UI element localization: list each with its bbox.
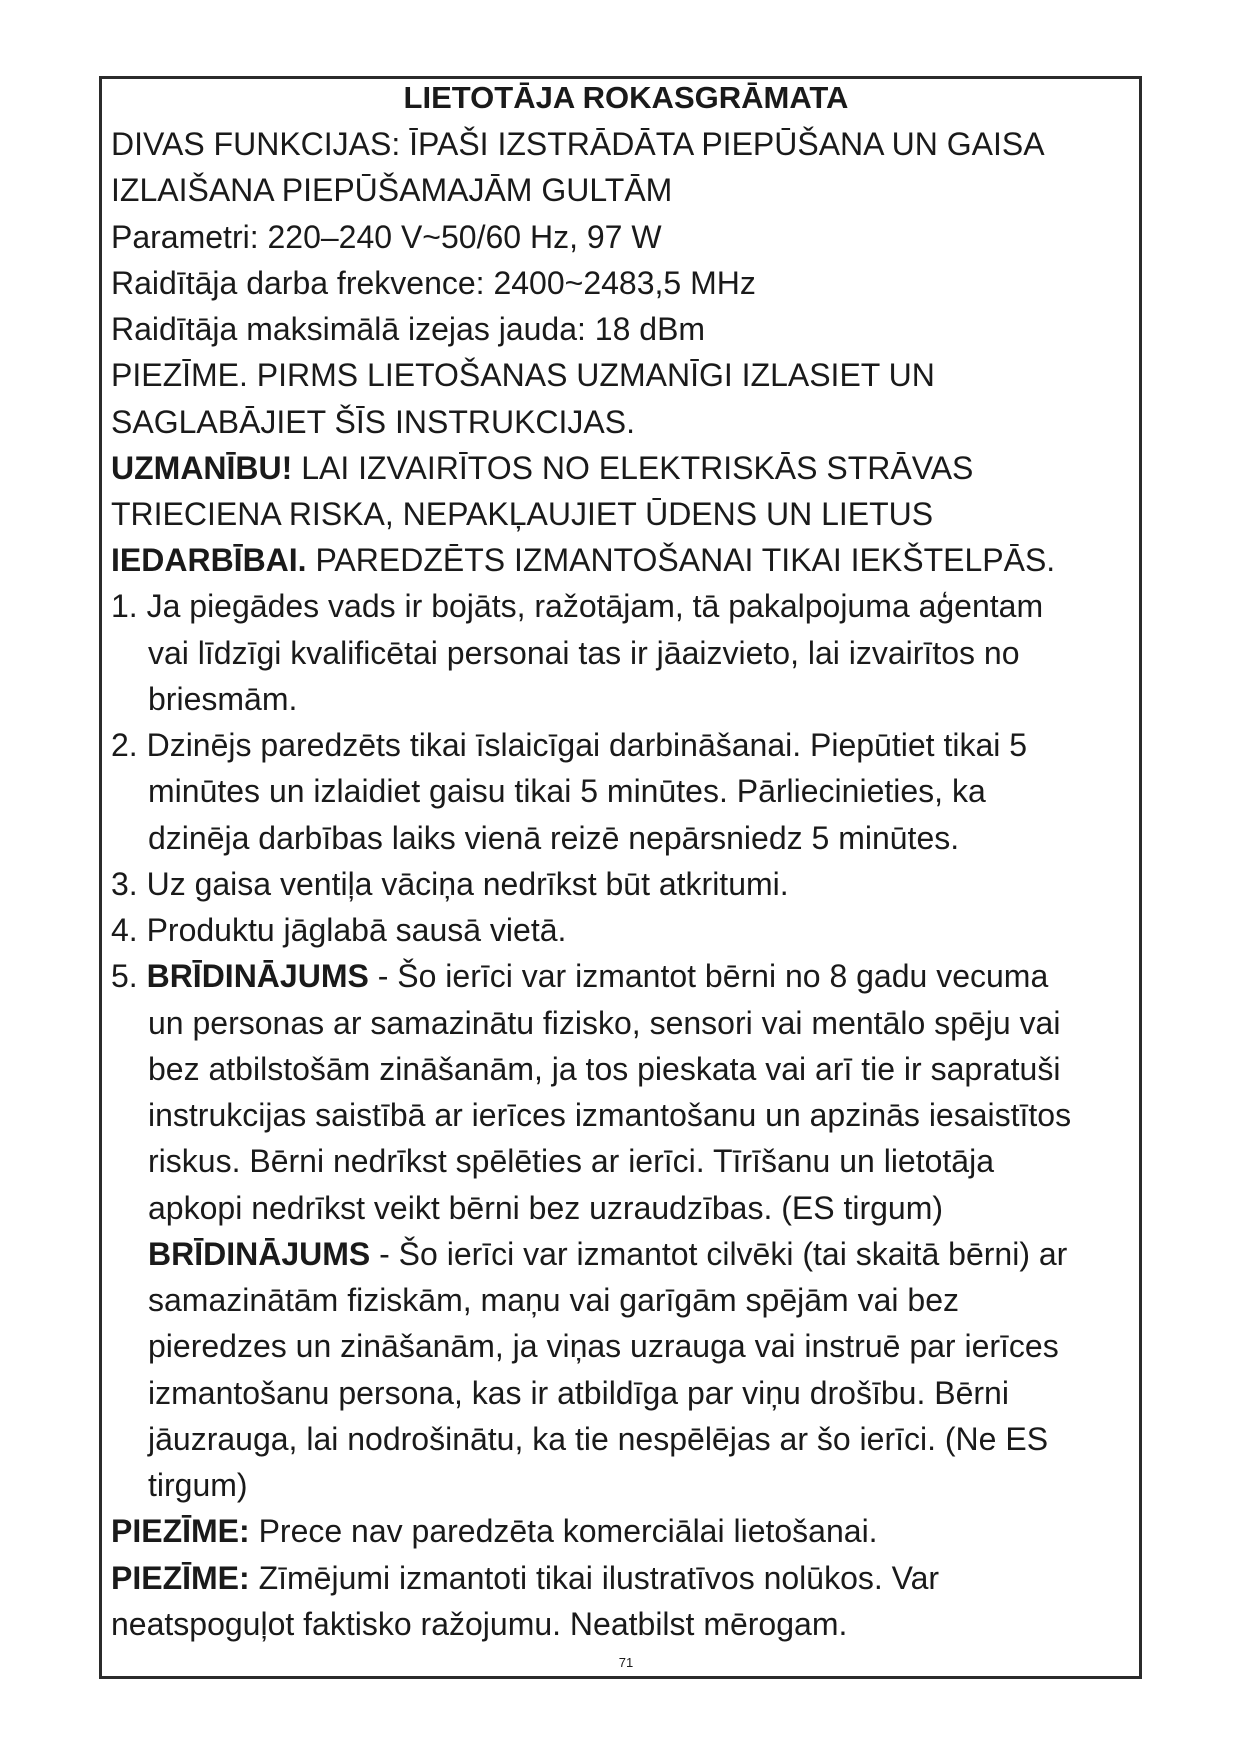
list-item-5-line-5: riskus. Bērni nedrīkst spēlēties ar ierīci. Tīrīšanu un lietotāja (148, 1143, 994, 1179)
caution-label: UZMANĪBU! (111, 450, 293, 486)
list-item-3: 3. Uz gaisa ventiļa vāciņa nedrīkst būt atkritumi. (111, 866, 789, 902)
list-item-2-line-2: minūtes un izlaidiet gaisu tikai 5 minūtes. Pārliecinieties, ka (148, 773, 986, 809)
final-note-2-text: Zīmējumi izmantoti tikai ilustratīvos nolūkos. Var (249, 1560, 940, 1596)
list-item-5-line-10: izmantošanu persona, kas ir atbildīga par viņu drošību. Bērni (148, 1375, 1009, 1411)
final-note-2-line-2: neatspoguļot faktisko ražojumu. Neatbilst mērogam. (111, 1606, 848, 1642)
list-item-5-line-1 (111, 956, 1048, 996)
intro-line-1: DIVAS FUNKCIJAS: ĪPAŠI IZSTRĀDĀTA PIEPŪŠANA UN GAISA (111, 126, 1045, 162)
list-item-5-line-4: instrukcijas saistībā ar ierīces izmantošanu un apzinās iesaistītos (148, 1097, 1072, 1133)
caution-text-3: PAREDZĒTS IZMANTOŠANAI TIKAI IEKŠTELPĀS. (306, 542, 1056, 578)
page-title: LIETOTĀJA ROKASGRĀMATA (403, 80, 849, 115)
list-item-5-line-2: un personas ar samazinātu fizisko, sensori vai mentālo spēju vai (148, 1005, 1061, 1041)
list-item-5-line-11: jāuzrauga, lai nodrošinātu, ka tie nespēlējas ar šo ierīci. (Ne ES (148, 1421, 1049, 1457)
caution-line-3 (111, 540, 1055, 580)
note-line-1: PIEZĪME. PIRMS LIETOŠANAS UZMANĪGI IZLASIET UN (111, 357, 935, 393)
caution-line-2: TRIECIENA RISKA, NEPAKĻAUJIET ŪDENS UN LIETUS (111, 496, 934, 532)
list-item-5-text-1: - Šo ierīci var izmantot bērni no 8 gadu vecuma (368, 958, 1049, 994)
caution-text-1: LAI IZVAIRĪTOS NO ELEKTRISKĀS STRĀVAS (292, 450, 974, 486)
list-item-5-line-6: apkopi nedrīkst veikt bērni bez uzraudzības. (ES tirgum) (148, 1190, 944, 1226)
list-item-5-number: 5. (111, 958, 147, 994)
list-item-5-line-9: pieredzes un zināšanām, ja viņas uzrauga vai instruē par ierīces (148, 1328, 1059, 1364)
list-item-5-line-7 (148, 1234, 1067, 1274)
list-item-5-text-7: - Šo ierīci var izmantot cilvēki (tai skaitā bērni) ar (370, 1236, 1068, 1272)
power-line: Raidītāja maksimālā izejas jauda: 18 dBm (111, 311, 706, 347)
note-label-2: PIEZĪME: (111, 1560, 250, 1596)
list-item-5-line-12: tirgum) (148, 1467, 248, 1503)
frequency-line: Raidītāja darba frekvence: 2400~2483,5 MHz (111, 265, 756, 301)
warning-label-2: BRĪDINĀJUMS (148, 1236, 371, 1272)
list-item-1-line-3: briesmām. (148, 681, 298, 717)
list-item-1-line-1: 1. Ja piegādes vads ir bojāts, ražotājam, tā pakalpojuma aģentam (111, 588, 1044, 624)
final-note-1-text: Prece nav paredzēta komerciālai lietošanai. (249, 1513, 878, 1549)
caution-line-1 (111, 448, 973, 488)
warning-label-1: BRĪDINĀJUMS (146, 958, 369, 994)
parameters-line: Parametri: 220–240 V~50/60 Hz, 97 W (111, 219, 662, 255)
list-item-2-line-1: 2. Dzinējs paredzēts tikai īslaicīgai darbināšanai. Piepūtiet tikai 5 (111, 727, 1028, 763)
list-item-4: 4. Produktu jāglabā sausā vietā. (111, 912, 567, 948)
caution-label-2: IEDARBĪBAI. (111, 542, 307, 578)
list-item-2-line-3: dzinēja darbības laiks vienā reizē nepārsniedz 5 minūtes. (148, 820, 960, 856)
final-note-1 (111, 1511, 878, 1551)
note-label-1: PIEZĪME: (111, 1513, 250, 1549)
list-item-5-line-8: samazinātām fiziskām, maņu vai garīgām spējām vai bez (148, 1282, 959, 1318)
final-note-2-line-1 (111, 1558, 939, 1598)
note-line-2: SAGLABĀJIET ŠĪS INSTRUKCIJAS. (111, 404, 635, 440)
intro-line-2: IZLAIŠANA PIEPŪŠAMAJĀM GULTĀM (111, 172, 673, 208)
list-item-1-line-2: vai līdzīgi kvalificētai personai tas ir jāaizvieto, lai izvairītos no (148, 635, 1020, 671)
list-item-5-line-3: bez atbilstošām zināšanām, ja tos pieskata vai arī tie ir sapratuši (148, 1051, 1061, 1087)
page-number: 71 (618, 1655, 634, 1670)
